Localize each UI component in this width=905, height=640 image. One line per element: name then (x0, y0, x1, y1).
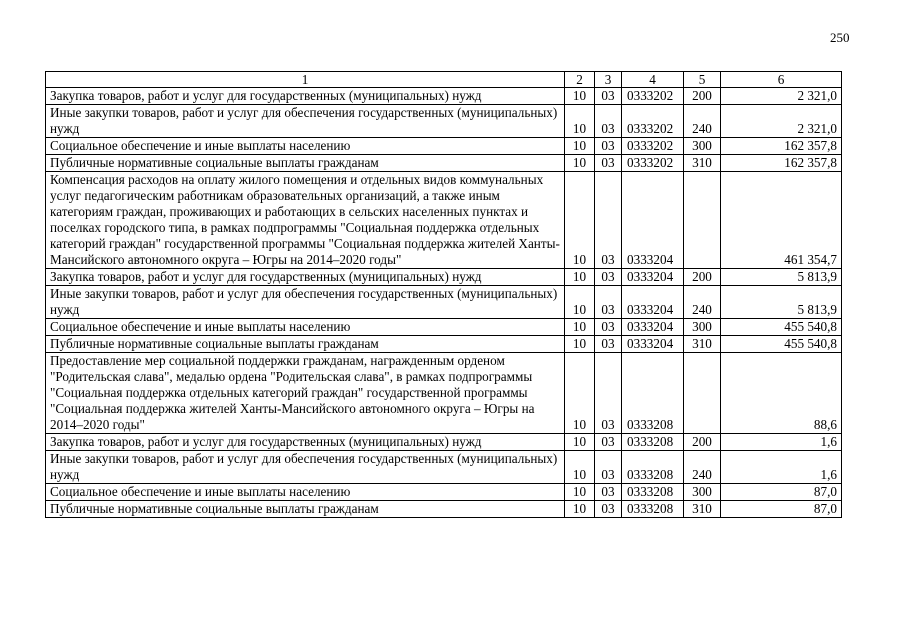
row-target-code-cell: 0333204 (622, 336, 684, 353)
table-row (46, 451, 842, 484)
row-section-cell: 10 (565, 501, 595, 518)
row-name-cell: Предоставление мер социальной поддержки гражданам, награжденным орденом "Родительская слава", медалью ордена "Родительская слава", в рамках подпрограммы "Социальная поддержка отдельных категорий граждан" государственной программы "Социальная поддержка жителей Ханты-Мансийского автономного округа – Югры на 2014–2020 годы" (46, 353, 565, 434)
row-expense-type-cell (684, 172, 721, 269)
row-subsection-cell: 03 (595, 484, 622, 501)
row-subsection-cell: 03 (595, 172, 622, 269)
row-expense-type-cell: 300 (684, 319, 721, 336)
row-amount-cell: 2 321,0 (721, 105, 842, 138)
table-row (46, 353, 842, 434)
row-name-cell: Закупка товаров, работ и услуг для государственных (муниципальных) нужд (46, 88, 565, 105)
row-name-cell: Публичные нормативные социальные выплаты гражданам (46, 336, 565, 353)
row-section-cell: 10 (565, 88, 595, 105)
row-amount-cell: 5 813,9 (721, 286, 842, 319)
table-row (46, 172, 842, 269)
row-section-cell: 10 (565, 353, 595, 434)
row-name-cell: Социальное обеспечение и иные выплаты населению (46, 319, 565, 336)
row-name-cell: Закупка товаров, работ и услуг для государственных (муниципальных) нужд (46, 434, 565, 451)
row-name-cell: Закупка товаров, работ и услуг для государственных (муниципальных) нужд (46, 269, 565, 286)
row-subsection-cell: 03 (595, 336, 622, 353)
header-col-4: 4 (622, 72, 684, 88)
row-expense-type-cell (684, 353, 721, 434)
row-section-cell: 10 (565, 155, 595, 172)
row-subsection-cell: 03 (595, 451, 622, 484)
row-amount-cell: 87,0 (721, 484, 842, 501)
table-row (46, 105, 842, 138)
header-col-3: 3 (595, 72, 622, 88)
row-amount-cell: 1,6 (721, 434, 842, 451)
row-target-code-cell: 0333208 (622, 451, 684, 484)
row-expense-type-cell: 300 (684, 138, 721, 155)
budget-table (45, 71, 842, 518)
row-expense-type-cell: 240 (684, 286, 721, 319)
row-expense-type-cell: 200 (684, 434, 721, 451)
table-header-row (46, 72, 842, 88)
row-expense-type-cell: 240 (684, 451, 721, 484)
row-name-cell: Иные закупки товаров, работ и услуг для обеспечения государственных (муниципальных) нужд (46, 451, 565, 484)
row-name-cell: Иные закупки товаров, работ и услуг для обеспечения государственных (муниципальных) нужд (46, 105, 565, 138)
row-section-cell: 10 (565, 269, 595, 286)
row-target-code-cell: 0333202 (622, 105, 684, 138)
row-target-code-cell: 0333208 (622, 484, 684, 501)
row-subsection-cell: 03 (595, 105, 622, 138)
row-target-code-cell: 0333208 (622, 353, 684, 434)
header-col-5: 5 (684, 72, 721, 88)
row-amount-cell: 87,0 (721, 501, 842, 518)
table-row (46, 286, 842, 319)
row-name-cell: Публичные нормативные социальные выплаты гражданам (46, 501, 565, 518)
row-subsection-cell: 03 (595, 501, 622, 518)
table-row (46, 484, 842, 501)
row-target-code-cell: 0333208 (622, 501, 684, 518)
row-section-cell: 10 (565, 336, 595, 353)
row-amount-cell: 461 354,7 (721, 172, 842, 269)
row-target-code-cell: 0333204 (622, 269, 684, 286)
table-row (46, 336, 842, 353)
table-row (46, 155, 842, 172)
row-amount-cell: 455 540,8 (721, 319, 842, 336)
row-target-code-cell: 0333208 (622, 434, 684, 451)
row-section-cell: 10 (565, 451, 595, 484)
row-amount-cell: 2 321,0 (721, 88, 842, 105)
row-name-cell: Иные закупки товаров, работ и услуг для обеспечения государственных (муниципальных) нужд (46, 286, 565, 319)
row-subsection-cell: 03 (595, 269, 622, 286)
row-subsection-cell: 03 (595, 286, 622, 319)
table-row (46, 501, 842, 518)
table-row (46, 319, 842, 336)
row-expense-type-cell: 310 (684, 336, 721, 353)
row-section-cell: 10 (565, 138, 595, 155)
row-amount-cell: 162 357,8 (721, 155, 842, 172)
row-subsection-cell: 03 (595, 353, 622, 434)
row-subsection-cell: 03 (595, 319, 622, 336)
row-expense-type-cell: 300 (684, 484, 721, 501)
row-subsection-cell: 03 (595, 88, 622, 105)
row-target-code-cell: 0333204 (622, 172, 684, 269)
header-col-2: 2 (565, 72, 595, 88)
row-expense-type-cell: 310 (684, 155, 721, 172)
header-col-6: 6 (721, 72, 842, 88)
row-subsection-cell: 03 (595, 138, 622, 155)
row-expense-type-cell: 200 (684, 269, 721, 286)
row-name-cell: Публичные нормативные социальные выплаты гражданам (46, 155, 565, 172)
row-section-cell: 10 (565, 286, 595, 319)
row-section-cell: 10 (565, 434, 595, 451)
row-section-cell: 10 (565, 105, 595, 138)
row-amount-cell: 5 813,9 (721, 269, 842, 286)
row-amount-cell: 88,6 (721, 353, 842, 434)
row-target-code-cell: 0333202 (622, 88, 684, 105)
row-section-cell: 10 (565, 319, 595, 336)
table-row (46, 434, 842, 451)
table-row (46, 269, 842, 286)
table-row (46, 138, 842, 155)
row-section-cell: 10 (565, 484, 595, 501)
page-number: 250 (830, 30, 850, 45)
row-name-cell: Компенсация расходов на оплату жилого помещения и отдельных видов коммунальных услуг педагогическим работникам образовательных организаций, а также иным категориям граждан, проживающих и работающих в сельских населенных пунктах и поселках городского типа, в рамках подпрограммы "Социальная поддержка отдельных категорий граждан" государственной программы "Социальная поддержка жителей Ханты-Мансийского автономного округа – Югры на 2014–2020 годы" (46, 172, 565, 269)
table-body (46, 88, 842, 518)
row-name-cell: Социальное обеспечение и иные выплаты населению (46, 484, 565, 501)
row-expense-type-cell: 200 (684, 88, 721, 105)
row-target-code-cell: 0333204 (622, 319, 684, 336)
row-amount-cell: 162 357,8 (721, 138, 842, 155)
header-col-1: 1 (46, 72, 565, 88)
row-amount-cell: 1,6 (721, 451, 842, 484)
row-section-cell: 10 (565, 172, 595, 269)
row-expense-type-cell: 240 (684, 105, 721, 138)
row-name-cell: Социальное обеспечение и иные выплаты населению (46, 138, 565, 155)
row-amount-cell: 455 540,8 (721, 336, 842, 353)
row-expense-type-cell: 310 (684, 501, 721, 518)
row-subsection-cell: 03 (595, 155, 622, 172)
row-target-code-cell: 0333202 (622, 138, 684, 155)
table-row (46, 88, 842, 105)
row-target-code-cell: 0333202 (622, 155, 684, 172)
row-target-code-cell: 0333204 (622, 286, 684, 319)
row-subsection-cell: 03 (595, 434, 622, 451)
